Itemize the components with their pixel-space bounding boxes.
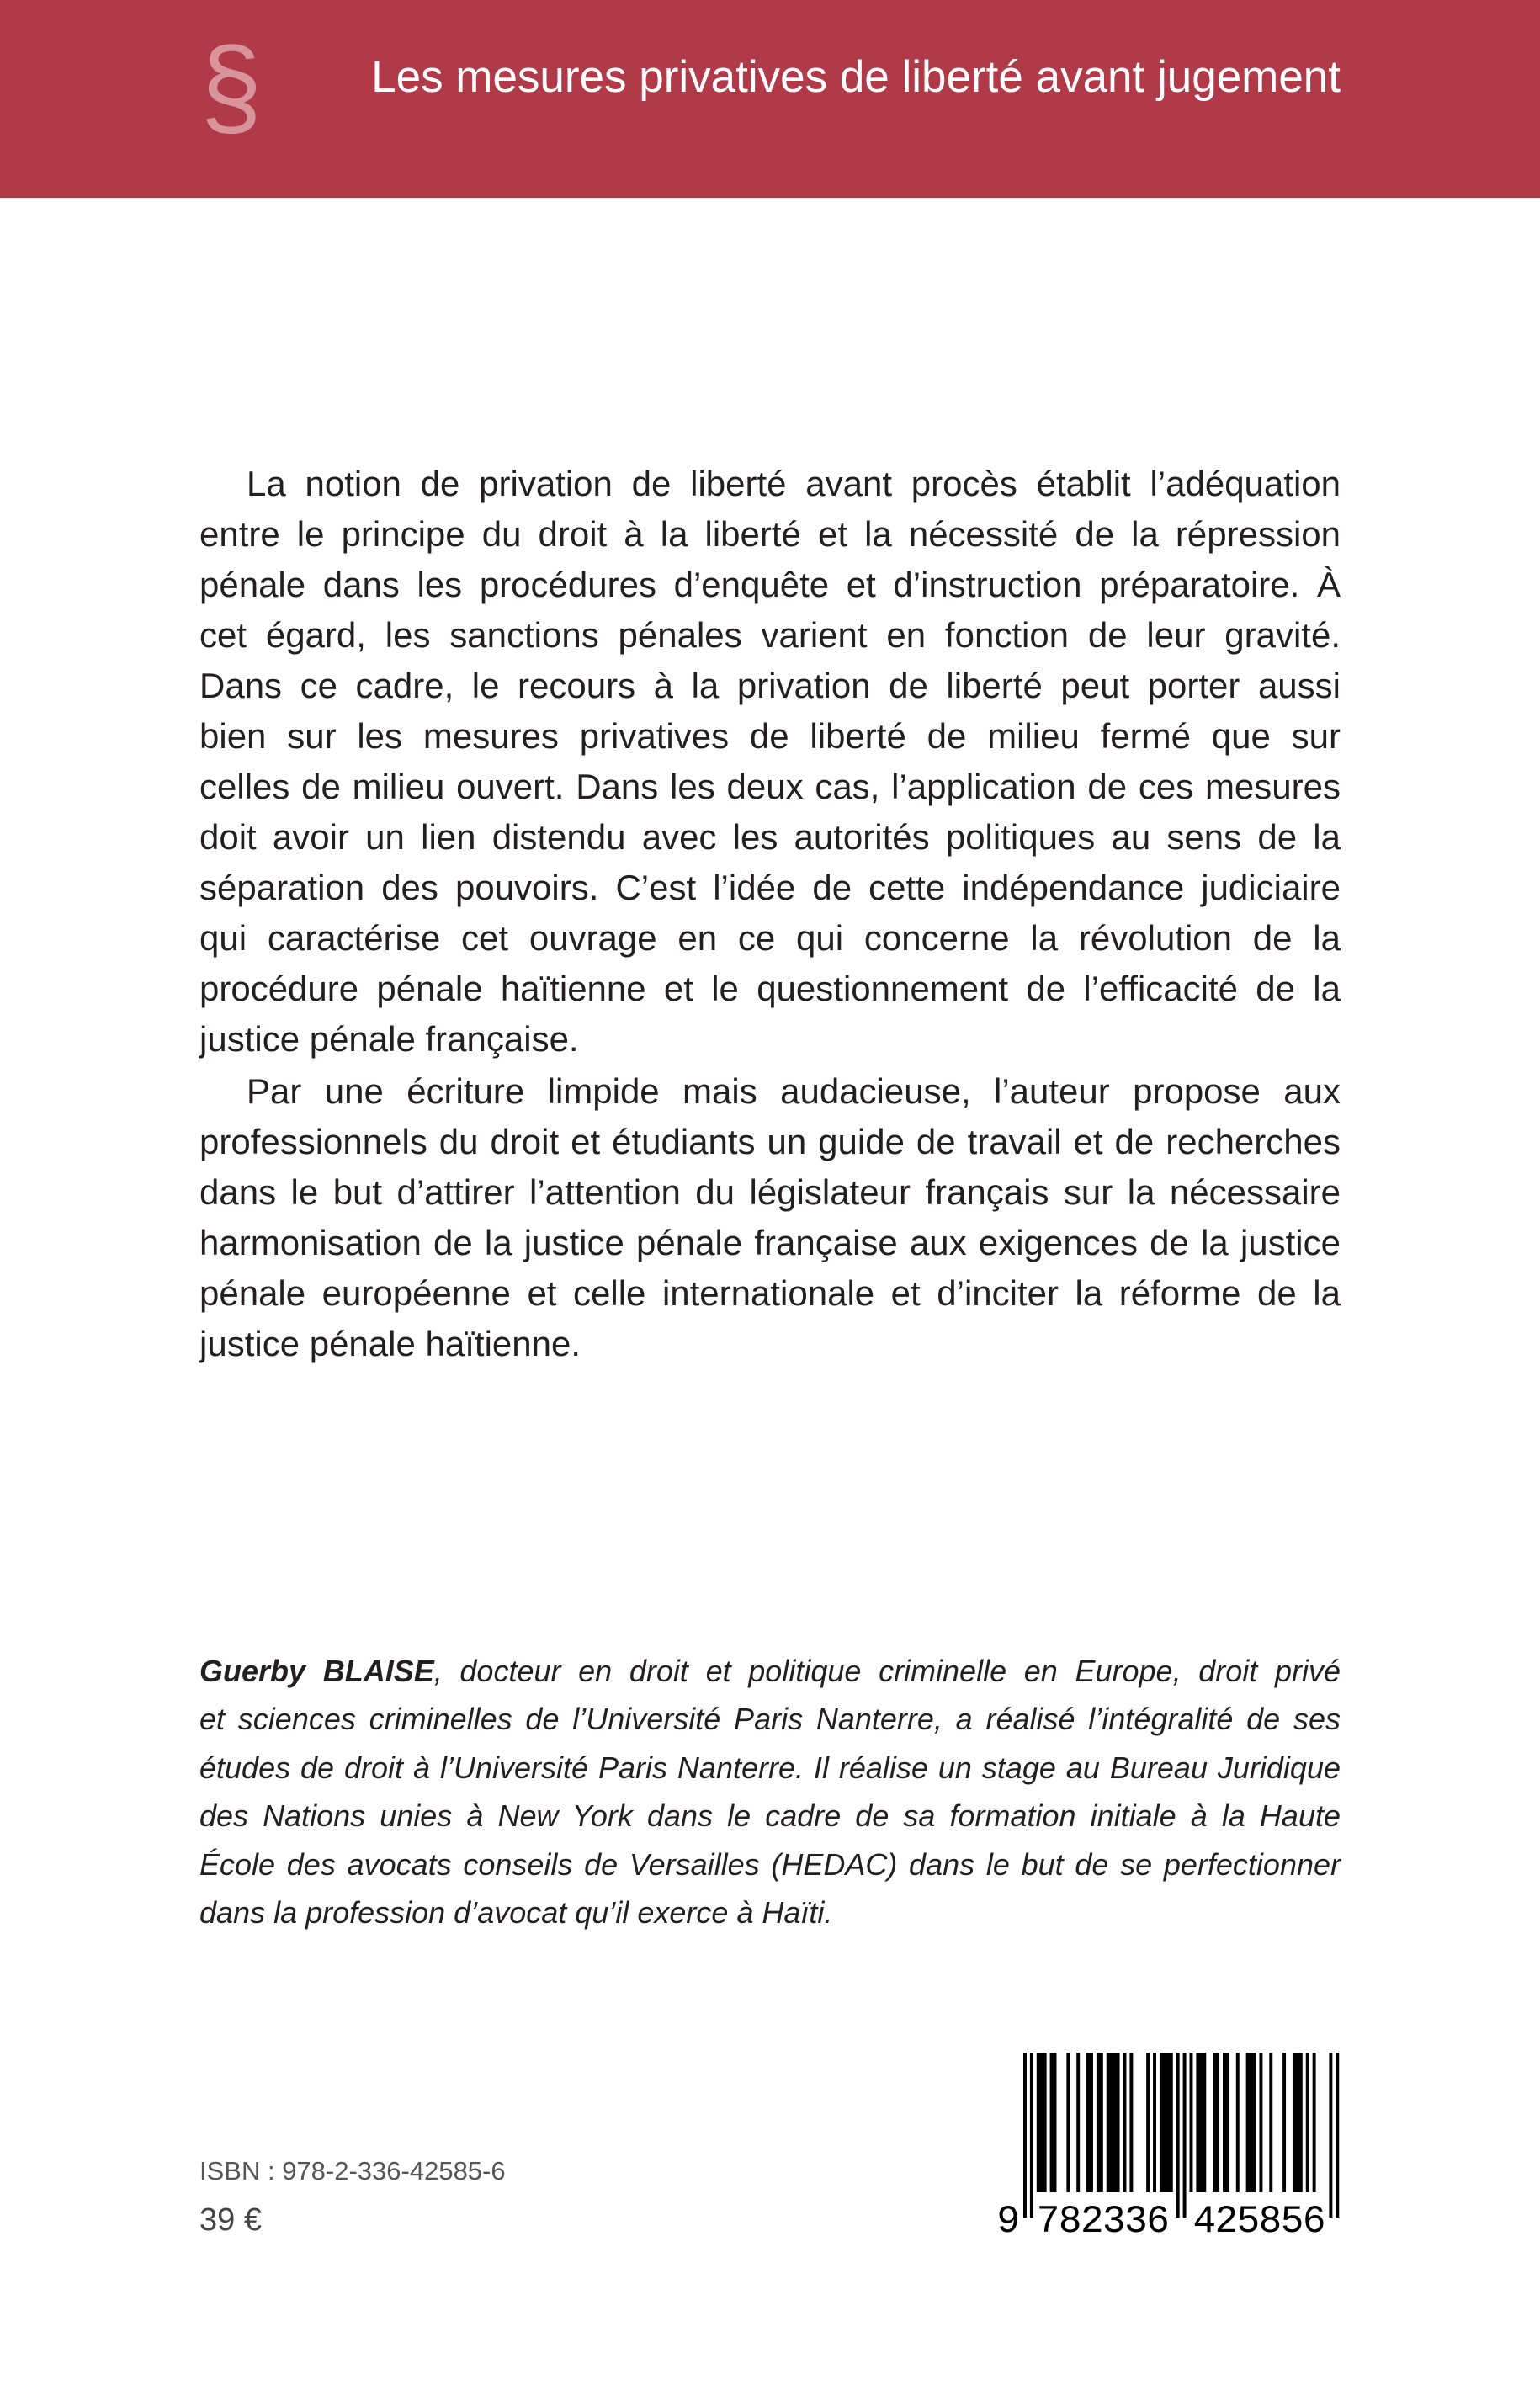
isbn-barcode bbox=[985, 2045, 1346, 2247]
summary-paragraph-1 bbox=[199, 459, 1341, 1065]
price-label: 39 € bbox=[199, 2202, 262, 2238]
barcode-bar bbox=[1329, 2053, 1332, 2218]
barcode-bar bbox=[1313, 2053, 1316, 2192]
barcode-bar bbox=[1306, 2053, 1309, 2192]
barcode-left-digits: 782336 bbox=[1036, 2200, 1170, 2244]
barcode-bars bbox=[1023, 2053, 1339, 2218]
barcode-bar bbox=[1183, 2053, 1187, 2218]
summary-line: La notion de privation de liberté avant procès établit l’adéquation bbox=[247, 464, 1341, 503]
summary-line: justice pénale française. bbox=[199, 1019, 579, 1059]
barcode-bar bbox=[1107, 2053, 1120, 2192]
barcode-bar bbox=[1066, 2053, 1070, 2192]
summary-line: séparation des pouvoirs. C’est l’idée de cette indépendance judiciaire bbox=[199, 868, 1341, 907]
author-bio bbox=[199, 1647, 1341, 1936]
bio-line: des Nations unies à New York dans le cadre de sa formation initiale à la Haute bbox=[199, 1798, 1341, 1834]
summary-line: cet égard, les sanctions pénales varient en fonction de leur gravité. bbox=[199, 615, 1341, 655]
summary-line: professionnels du droit et étudiants un guide de travail et de recherches bbox=[199, 1122, 1341, 1161]
barcode-bar bbox=[1153, 2053, 1156, 2192]
barcode-right-digits: 425856 bbox=[1192, 2200, 1326, 2244]
barcode-bar bbox=[1030, 2053, 1033, 2218]
barcode-bar bbox=[1076, 2053, 1080, 2192]
barcode-bar bbox=[1129, 2053, 1133, 2192]
author-name: Guerby BLAISE bbox=[199, 1654, 434, 1688]
barcode-bar bbox=[1196, 2053, 1206, 2192]
header-band bbox=[0, 0, 1540, 198]
barcode-bar bbox=[1146, 2053, 1150, 2192]
back-cover-summary bbox=[199, 459, 1341, 1369]
summary-line: bien sur les mesures privatives de liberté de milieu fermé que sur bbox=[199, 716, 1341, 756]
barcode-bar bbox=[1269, 2053, 1272, 2192]
barcode-bar bbox=[1236, 2053, 1240, 2192]
barcode-bar bbox=[1086, 2053, 1093, 2192]
barcode-bar bbox=[1190, 2053, 1193, 2192]
barcode-bar bbox=[1336, 2053, 1339, 2218]
barcode-first-digit: 9 bbox=[996, 2200, 1020, 2244]
section-symbol: § bbox=[200, 24, 263, 148]
barcode-bar bbox=[1293, 2053, 1303, 2192]
barcode-bar bbox=[1160, 2053, 1173, 2192]
barcode-bar bbox=[1023, 2053, 1027, 2218]
barcode-bar bbox=[1037, 2053, 1047, 2192]
barcode-bar bbox=[1259, 2053, 1262, 2192]
summary-line: entre le principe du droit à la liberté et la nécessité de la répression bbox=[199, 514, 1341, 554]
bio-line bbox=[199, 1647, 1341, 1695]
isbn-label: ISBN : 978-2-336-42585-6 bbox=[199, 2156, 506, 2186]
bio-line: dans la profession d’avocat qu’il exerce à Haïti. bbox=[199, 1894, 833, 1930]
barcode-bar bbox=[1213, 2053, 1219, 2192]
summary-line: qui caractérise cet ouvrage en ce qui concerne la révolution de la bbox=[199, 918, 1341, 958]
bio-line: études de droit à l’Université Paris Nanterre. Il réalise un stage au Bureau Juridique bbox=[199, 1750, 1341, 1785]
bio-line: et sciences criminelles de l’Université Paris Nanterre, a réalisé l’intégralité de ses bbox=[199, 1702, 1341, 1737]
summary-line: dans le but d’attirer l’attention du législateur français sur la nécessaire bbox=[199, 1172, 1341, 1212]
summary-line: harmonisation de la justice pénale française aux exigences de la justice bbox=[199, 1223, 1341, 1262]
barcode-bar bbox=[1123, 2053, 1127, 2192]
summary-line: Dans ce cadre, le recours à la privation de liberté peut porter aussi bbox=[199, 666, 1341, 705]
summary-line: celles de milieu ouvert. Dans les deux cas, l’application de ces mesures bbox=[199, 767, 1341, 806]
barcode-bar bbox=[1223, 2053, 1229, 2192]
summary-line: procédure pénale haïtienne et le questionnement de l’efficacité de la bbox=[199, 969, 1341, 1008]
summary-line: Par une écriture limpide mais audacieuse, l’auteur propose aux bbox=[247, 1071, 1341, 1111]
barcode-bar bbox=[1282, 2053, 1286, 2192]
bio-line: École des avocats conseils de Versailles (HEDAC) dans le but de se perfectionner bbox=[199, 1846, 1341, 1882]
barcode-bar bbox=[1176, 2053, 1180, 2218]
summary-line: justice pénale haïtienne. bbox=[199, 1324, 581, 1363]
summary-line: pénale dans les procédures d’enquête et d’instruction préparatoire. À bbox=[199, 565, 1341, 604]
barcode-bar bbox=[1097, 2053, 1103, 2192]
summary-paragraph-2 bbox=[199, 1066, 1341, 1369]
summary-line: doit avoir un lien distendu avec les autorités politiques au sens de la bbox=[199, 817, 1341, 857]
book-title: Les mesures privatives de liberté avant jugement bbox=[371, 52, 1341, 102]
barcode-bar bbox=[1246, 2053, 1256, 2192]
bio-line-text: , docteur en droit et politique criminelle en Europe, droit privé bbox=[433, 1654, 1341, 1688]
summary-line: pénale européenne et celle internationale et d’inciter la réforme de la bbox=[199, 1273, 1341, 1313]
barcode-bar bbox=[1050, 2053, 1057, 2192]
